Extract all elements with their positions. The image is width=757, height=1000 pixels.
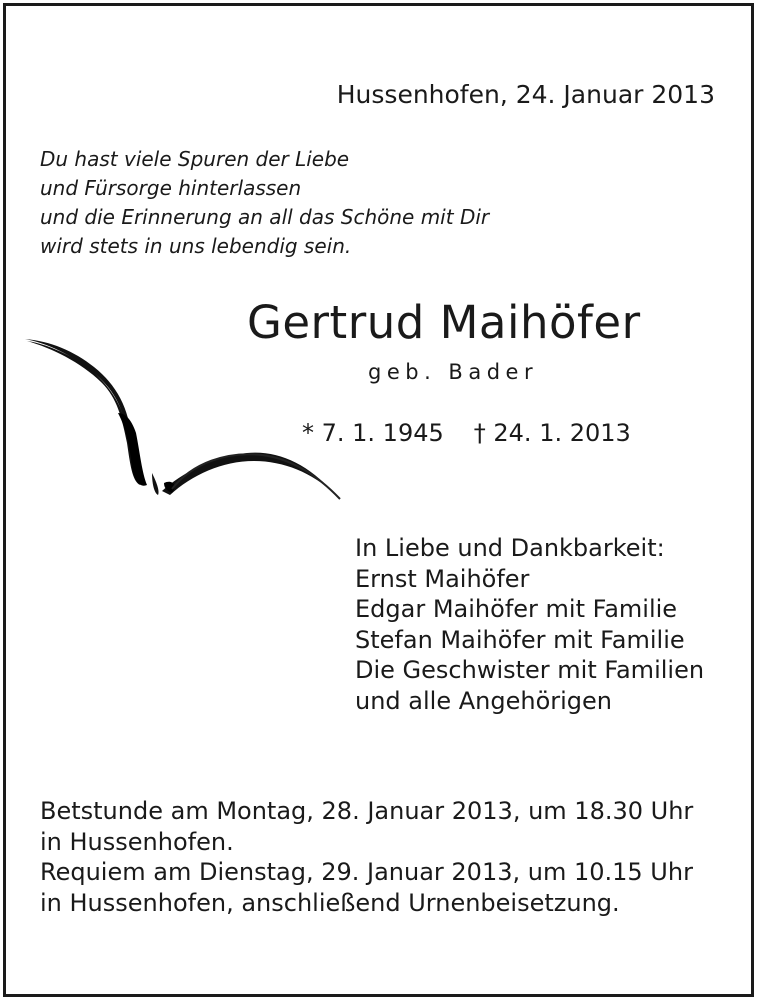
verse-line: wird stets in uns lebendig sein. xyxy=(40,234,352,258)
life-dates xyxy=(302,419,661,447)
mourner-name: Edgar Maihöfer mit Familie xyxy=(355,595,678,623)
mourner-name: und alle Angehörigen xyxy=(355,686,612,715)
bird-brushstroke-icon xyxy=(22,333,342,503)
birth-date: * 7. 1. 1945 xyxy=(302,419,444,447)
service-line: in Hussenhofen. xyxy=(40,827,234,856)
service-line: Requiem am Dienstag, 29. Januar 2013, um 10.15 Uhr xyxy=(40,858,693,886)
verse-line: Du hast viele Spuren der Liebe xyxy=(40,147,350,171)
memorial-verse xyxy=(40,145,489,261)
maiden-name: geb. Bader xyxy=(368,360,539,384)
deceased-name: Gertrud Maihöfer xyxy=(247,296,641,349)
mourners-block xyxy=(355,533,704,716)
place-date: Hussenhofen, 24. Januar 2013 xyxy=(336,80,715,109)
mourner-name: Die Geschwister mit Familien xyxy=(355,656,705,684)
mourner-name: Ernst Maihöfer xyxy=(355,564,530,593)
verse-line: und die Erinnerung an all das Schöne mit Dir xyxy=(40,205,490,229)
mourner-name: Stefan Maihöfer mit Familie xyxy=(355,625,685,654)
verse-line: und Fürsorge hinterlassen xyxy=(40,176,302,200)
death-date: † 24. 1. 2013 xyxy=(473,419,631,447)
service-line: Betstunde am Montag, 28. Januar 2013, um 18.30 Uhr xyxy=(40,797,694,825)
service-details xyxy=(40,796,693,918)
mourners-intro: In Liebe und Dankbarkeit: xyxy=(355,534,665,562)
service-line: in Hussenhofen, anschließend Urnenbeisetzung. xyxy=(40,888,620,917)
